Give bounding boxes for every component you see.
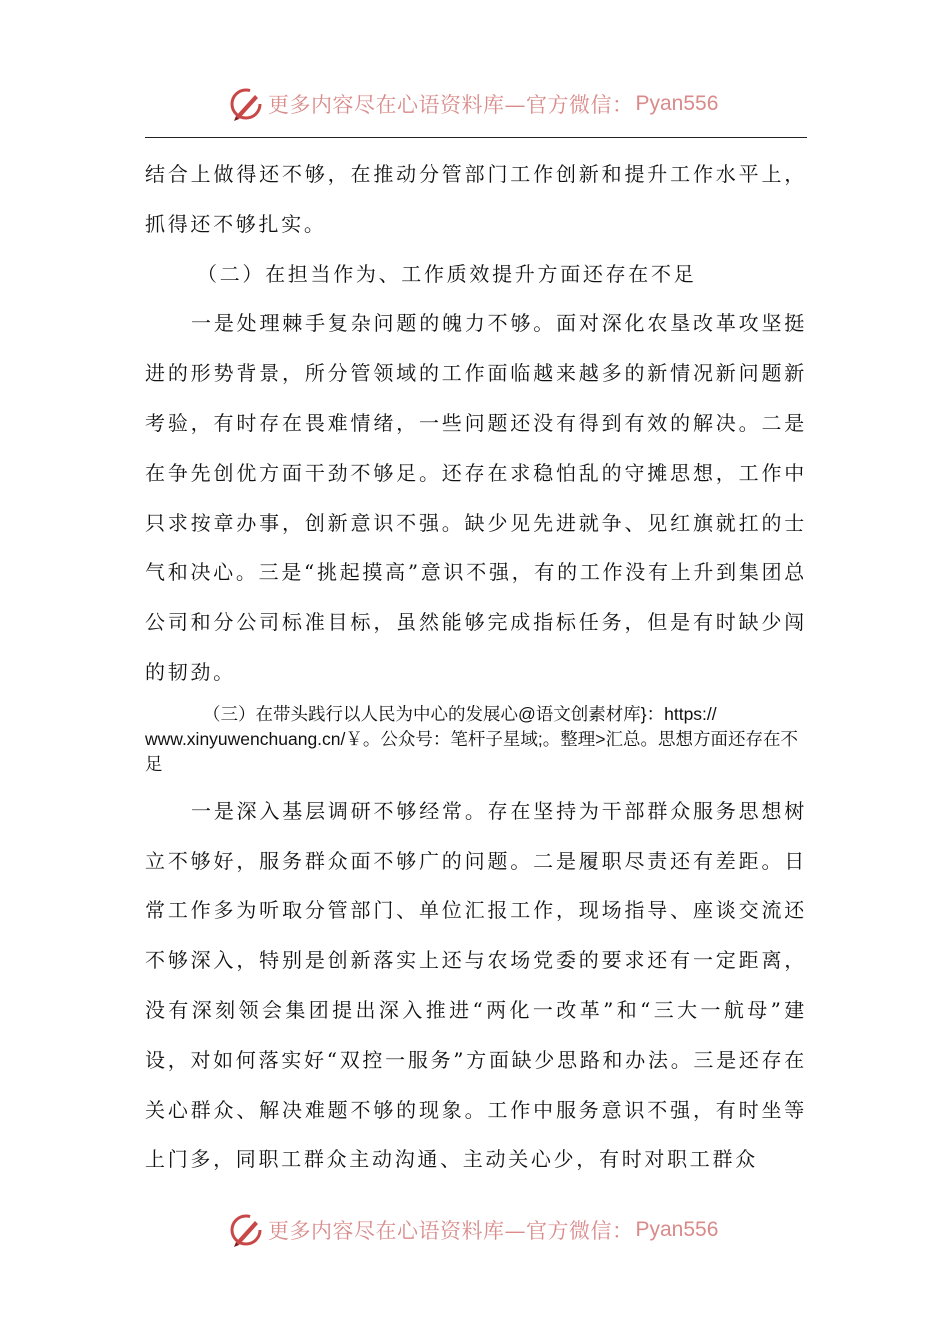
pen-in-circle-icon	[228, 86, 264, 122]
paragraph-continuation: 结合上做得还不够，在推动分管部门工作创新和提升工作水平上，抓得还不够扎实。	[145, 162, 807, 236]
section-heading-3-line2: www.xinyuwenchuang.cn/￥。公众号：笔杆子星域;。整理>汇总。思想方面还存在不足	[145, 728, 798, 774]
section-heading-3-line1: （三）在带头践行以人民为中心的发展心@语文创素材库}：https://	[203, 703, 717, 724]
section-heading-2: （二）在担当作为、工作质效提升方面还存在不足	[197, 261, 697, 286]
document-body	[145, 150, 807, 1185]
section-heading-3	[145, 702, 807, 777]
banner-wechat-id: Pyan556	[635, 92, 719, 115]
paragraph-section-3: 一是深入基层调研不够经常。存在坚持为干部群众服务思想树立不够好，服务群众面不够广的问题。二是履职尽责还有差距。日常工作多为听取分管部门、单位汇报工作，现场指导、座谈交流还不够深入，特别是创新落实上还与农场党委的要求还有一定距离，没有深刻领会集团提出深入推进“两化一改革”和“三大一航母”建设，对如何落实好“双控一服务”方面缺少思路和办法。三是还存在关心群众、解决难题不够的现象。工作中服务意识不强，有时坐等上门多，同职工群众主动沟通、主动关心少，有时对职工群众	[145, 798, 807, 1172]
banner-wechat-id: Pyan556	[635, 1218, 719, 1241]
banner-text: 更多内容尽在心语资料库—官方微信：	[268, 93, 634, 117]
paragraph-section-2: 一是处理棘手复杂问题的魄力不够。面对深化农垦改革攻坚挺进的形势背景，所分管领域的工作面临越来越多的新情况新问题新考验，有时存在畏难情绪，一些问题还没有得到有效的解决。二是在争先创优方面干劲不够足。还存在求稳怕乱的守摊思想，工作中只求按章办事，创新意识不强。缺少见先进就争、见红旗就扛的士气和决心。三是“挑起摸高”意识不强，有的工作没有上升到集团总公司和分公司标准目标，虽然能够完成指标任务，但是有时缺少闯的韧劲。	[145, 311, 807, 684]
header-divider	[145, 137, 807, 138]
pen-in-circle-icon	[228, 1212, 264, 1248]
footer-banner	[228, 1210, 748, 1250]
header-banner	[228, 84, 748, 124]
banner-text: 更多内容尽在心语资料库—官方微信：	[268, 1219, 634, 1243]
